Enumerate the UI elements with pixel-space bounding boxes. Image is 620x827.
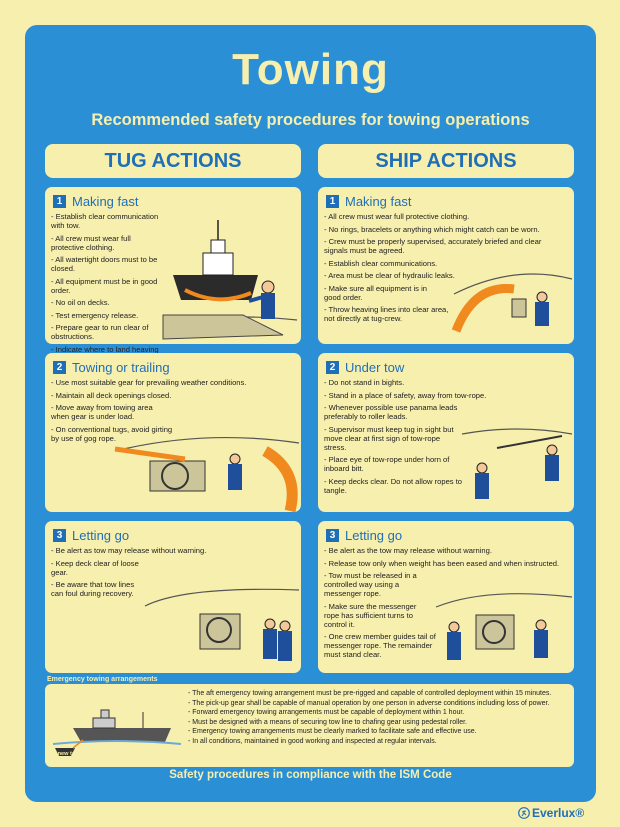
tug-towing-panel <box>45 353 301 512</box>
list-item: - Release tow only when weight has been eased and when instructed. <box>324 558 560 568</box>
brand-logo <box>518 806 584 820</box>
list-item: - Tow must be released in a controlled way using a messenger rope. <box>324 571 417 598</box>
list-item: - Do not stand in bights. <box>324 378 405 387</box>
list-item: - Supervisor must keep tug in sight but move clear at first sign of tow-rope stress. <box>324 424 454 452</box>
section-title: Letting go <box>345 528 403 543</box>
list-item: - Be alert as tow may release without warning. <box>51 546 207 555</box>
list-item: - Move away from towing area when gear is under load. <box>51 403 153 421</box>
list-item: - No rings, bracelets or anything which might catch can be worn. <box>324 224 540 234</box>
list-item: - On conventional tugs, avoid girting by use of gog rope. <box>51 424 173 443</box>
section-title: Towing or trailing <box>72 360 170 375</box>
list-item: - Prepare gear to run clear of obstructions. <box>51 323 149 341</box>
list-item: - Must be designed with a means of securing tow line to chafing gear using pedestal roller. <box>188 718 467 726</box>
list-item: - All crew must wear full protective clothing. <box>51 233 131 252</box>
section-title: Under tow <box>345 360 405 375</box>
list-item: - Forward emergency towing arrangements must be capable of deployment within 1 hour. <box>188 709 465 717</box>
list-item: - Area must be clear of hydraulic leaks. <box>324 271 455 280</box>
section-number: 3 <box>326 529 339 542</box>
poster-subtitle: Recommended safety procedures for towing operations <box>91 111 530 129</box>
list-item: - The aft emergency towing arrangement must be pre-rigged and capable of controlled deployment within 15 minutes. <box>188 690 552 697</box>
ship-actions-header: SHIP ACTIONS <box>318 144 574 178</box>
list-item: - Be aware that tow lines can foul during recovery. <box>51 580 135 598</box>
ism-footer: Safety procedures in compliance with the ISM Code <box>169 769 452 781</box>
section-number: 2 <box>326 361 339 374</box>
tug-boat-illustration <box>163 215 297 341</box>
list-item: - Establish clear communications. <box>324 258 438 268</box>
list-item: - All equipment must be in good order. <box>51 276 158 295</box>
ship-making-fast-panel <box>318 187 574 344</box>
tug-actions-header: TUG ACTIONS <box>45 144 301 178</box>
ship-under-tow-panel <box>318 353 574 512</box>
list-item: - Establish clear communication with tow. <box>51 212 159 230</box>
list-item: - Test emergency release. <box>51 310 139 320</box>
section-title: Making fast <box>345 194 412 209</box>
list-item: - Make sure the messenger rope has sufficient turns to control it. <box>324 601 417 629</box>
poster-board <box>25 25 596 802</box>
list-item: - Keep deck clear of loose gear. <box>51 558 139 577</box>
footnote: For new tankers over 20,000 tonnes - SOLAS 2004 Edition Chapter II-1/3-4 <box>47 751 243 757</box>
tug-letting-go-panel <box>45 521 301 673</box>
ship-release-illustration <box>436 577 572 671</box>
section-number: 1 <box>326 195 339 208</box>
list-item: - One crew member guides tail of messenger rope. The remainder must stand clear. <box>324 632 436 659</box>
section-title: Letting go <box>72 528 130 543</box>
emergency-label: Emergency towing arrangements <box>47 676 158 683</box>
list-item: - Throw heaving lines into clear area, not directly at tug-crew. <box>324 305 449 323</box>
ship-tow-illustration <box>462 428 572 510</box>
ship-deck-illustration <box>454 269 572 343</box>
list-item: - All crew must wear full protective clothing. <box>324 212 470 221</box>
list-item: - Crew must be properly supervised, accurately briefed and clear signals must be agreed. <box>324 237 542 255</box>
list-item: - Place eye of tow-rope under horn of inboard bitt. <box>324 455 450 473</box>
list-item: - Be alert as the tow may release without warning. <box>324 546 492 555</box>
section-number: 2 <box>53 361 66 374</box>
list-item: - Indicate where to land heaving <box>51 344 159 354</box>
list-item: - Use most suitable gear for prevailing weather conditions. <box>51 378 247 387</box>
poster-title: Towing <box>232 45 389 94</box>
ship-letting-go-panel <box>318 521 574 673</box>
towing-winch-illustration <box>115 431 299 511</box>
footnote: For existing tankers built before July 2002 - IMO Resolution MSC 35/63 as may be amended. <box>47 758 291 764</box>
tug-release-illustration <box>145 566 299 672</box>
list-item: - In all conditions, maintained in good working and inspected at regular intervals. <box>188 737 437 745</box>
brand-name: Everlux® <box>532 806 585 820</box>
running-man-icon <box>518 807 530 819</box>
list-item: - Make sure all equipment is in good order. <box>324 283 427 302</box>
list-item: - Whenever possible use panama leads preferably to roller leads. <box>324 403 458 421</box>
tug-making-fast-panel <box>45 187 301 354</box>
section-number: 1 <box>53 195 66 208</box>
list-item: - All watertight doors must to be closed. <box>51 255 158 273</box>
section-title: Making fast <box>72 194 139 209</box>
list-item: - Emergency towing arrangements must be clearly marked to facilitate safe and effective use. <box>188 728 477 736</box>
list-item: - No oil on decks. <box>51 298 110 307</box>
section-number: 3 <box>53 529 66 542</box>
list-item: - Stand in a place of safety, away from tow-rope. <box>324 390 487 400</box>
list-item: - Maintain all deck openings closed. <box>51 390 172 400</box>
list-item: - Keep decks clear. Do not allow ropes to tangle. <box>324 476 463 495</box>
list-item: - The pick-up gear shall be capable of manual operation by one person in adverse conditions including loss of power. <box>188 699 550 707</box>
